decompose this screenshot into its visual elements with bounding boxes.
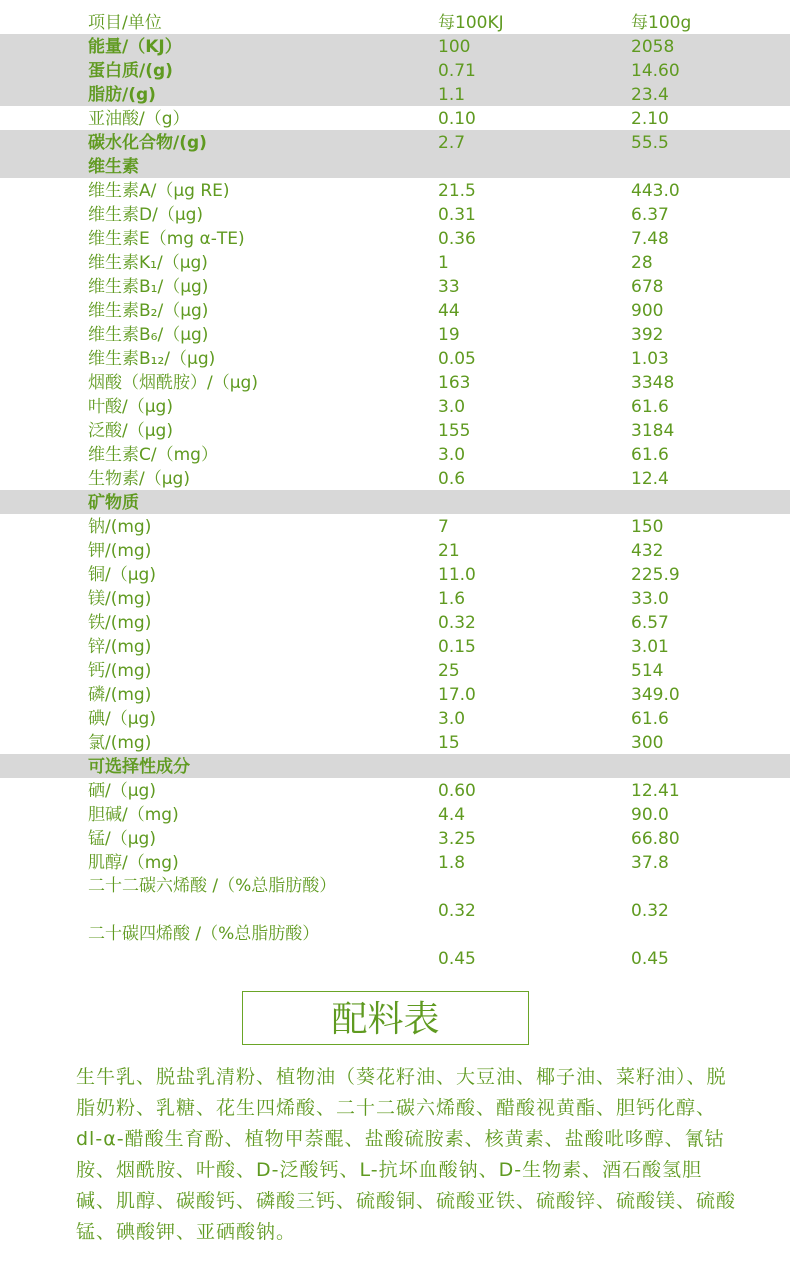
table-row [0,682,790,706]
row-name: 维生素D/（μg) [88,205,204,225]
row-per-kj: 0.10 [438,109,476,129]
row-name: 烟酸（烟酰胺）/（μg) [88,373,258,393]
row-per-g: 61.6 [631,445,669,465]
row-name: 矿物质 [88,493,139,513]
row-per-kj: 44 [438,301,460,321]
row-name: 泛酸/（μg) [88,421,173,441]
section-header-row [0,154,790,178]
row-per-kj: 25 [438,661,460,681]
row-per-g: 66.80 [631,829,680,849]
table-row [0,34,790,58]
row-per-g: 6.57 [631,613,669,633]
row-per-kj: 3.25 [438,829,476,849]
row-per-kj: 100 [438,37,471,57]
row-per-kj: 17.0 [438,685,476,705]
table-row [0,514,790,538]
row-name: 维生素B₁/（μg) [88,277,209,297]
row-name: 钠/(mg) [88,517,152,537]
table-row [0,226,790,250]
row-per-kj: 0.71 [438,61,476,81]
table-row [0,394,790,418]
row-name: 维生素B₆/（μg) [88,325,209,345]
table-row [0,442,790,466]
row-name: 氯/(mg) [88,733,152,753]
row-name: 磷/(mg) [88,685,152,705]
row-name: 铁/(mg) [88,613,152,633]
row-per-g: 0.32 [631,901,669,921]
row-name: 维生素A/（μg RE) [88,181,230,201]
row-per-kj: 0.45 [438,949,476,969]
row-name: 维生素B₁₂/（μg) [88,349,216,369]
table-row [0,706,790,730]
row-per-kj: 163 [438,373,471,393]
row-per-g: 61.6 [631,709,669,729]
table-row [0,322,790,346]
table-row [0,58,790,82]
row-name: 二十二碳六烯酸 /（%总脂肪酸） [88,876,337,896]
row-per-g: 12.41 [631,781,680,801]
row-per-g: 514 [631,661,664,681]
row-per-g: 7.48 [631,229,669,249]
row-name: 胆碱/（mg) [88,805,179,825]
row-per-g: 3348 [631,373,675,393]
row-name: 碘/（μg) [88,709,156,729]
row-per-kj: 1.1 [438,85,466,105]
row-per-g: 1.03 [631,349,669,369]
row-per-g: 61.6 [631,397,669,417]
row-per-kj: 3.0 [438,397,466,417]
table-row [0,274,790,298]
row-per-kj: 0.36 [438,229,476,249]
row-name: 维生素C/（mg） [88,445,218,465]
row-name: 锌/(mg) [88,637,152,657]
row-per-g: 3.01 [631,637,669,657]
row-per-kj: 2.7 [438,133,466,153]
row-name: 钾/(mg) [88,541,152,561]
table-row [0,346,790,370]
table-header [0,10,790,34]
row-per-kj: 7 [438,517,449,537]
header-per-kj: 每100KJ [438,13,504,33]
row-name: 镁/(mg) [88,589,152,609]
ingredients-text: 生牛乳、脱盐乳清粉、植物油（葵花籽油、大豆油、椰子油、菜籽油）、脱脂奶粉、乳糖、花生四烯酸、二十二碳六烯酸、醋酸视黄酯、胆钙化醇、dl-α-醋酸生育酚、植物甲萘醌、盐酸硫胺素、核黄素、盐酸吡哆醇、氰钴胺、烟酰胺、叶酸、D-泛酸钙、L-抗坏血酸钠、D-生物素、酒石酸氢胆碱、肌醇、碳酸钙、磷酸三钙、硫酸铜、硫酸亚铁、硫酸锌、硫酸镁、硫酸锰、碘酸钾、亚硒酸钠。 [76,1066,737,1243]
row-per-kj: 1.6 [438,589,466,609]
table-row [0,850,790,874]
row-per-g: 12.4 [631,469,669,489]
table-row [0,538,790,562]
row-per-g: 33.0 [631,589,669,609]
row-per-kj: 3.0 [438,709,466,729]
row-name: 脂肪/(g) [88,85,156,105]
row-per-g: 90.0 [631,805,669,825]
table-row [0,298,790,322]
row-per-g: 28 [631,253,653,273]
row-name: 二十碳四烯酸 /（%总脂肪酸） [88,924,320,944]
table-row [0,370,790,394]
row-per-g: 349.0 [631,685,680,705]
row-per-kj: 21.5 [438,181,476,201]
row-name: 亚油酸/（g） [88,109,190,129]
table-row [0,202,790,226]
row-per-g: 900 [631,301,664,321]
table-row [0,130,790,154]
row-per-g: 225.9 [631,565,680,585]
row-name: 钙/(mg) [88,661,152,681]
section-header-row [0,490,790,514]
row-name: 维生素B₂/（μg) [88,301,209,321]
row-per-g: 55.5 [631,133,669,153]
table-row [0,922,790,970]
table-row [0,562,790,586]
row-per-kj: 0.31 [438,205,476,225]
row-per-g: 678 [631,277,664,297]
row-name: 维生素E（mg α-TE) [88,229,245,249]
row-per-g: 2058 [631,37,675,57]
row-per-kj: 0.6 [438,469,466,489]
table-row [0,634,790,658]
row-per-g: 150 [631,517,664,537]
row-name: 蛋白质/(g) [88,61,173,81]
row-name: 肌醇/（mg) [88,853,179,873]
row-per-g: 23.4 [631,85,669,105]
row-per-kj: 1 [438,253,449,273]
header-item: 项目/单位 [88,13,162,33]
row-per-kj: 0.15 [438,637,476,657]
row-per-kj: 15 [438,733,460,753]
row-per-kj: 0.32 [438,901,476,921]
ingredients-title: 配料表 [242,991,529,1045]
table-row [0,178,790,202]
table-row [0,658,790,682]
table-row [0,778,790,802]
row-per-g: 392 [631,325,664,345]
table-row [0,586,790,610]
table-row [0,466,790,490]
row-per-g: 6.37 [631,205,669,225]
row-per-g: 0.45 [631,949,669,969]
nutrition-table [0,10,790,970]
row-name: 铜/（μg) [88,565,156,585]
row-per-kj: 21 [438,541,460,561]
row-per-kj: 19 [438,325,460,345]
row-name: 碳水化合物/(g) [88,133,207,153]
section-header-row [0,754,790,778]
row-per-kj: 155 [438,421,471,441]
row-per-kj: 0.60 [438,781,476,801]
row-name: 硒/（μg) [88,781,156,801]
row-name: 可选择性成分 [88,757,190,777]
table-row [0,802,790,826]
row-per-kj: 3.0 [438,445,466,465]
table-row [0,106,790,130]
table-row [0,82,790,106]
header-per-g: 每100g [631,13,692,33]
row-name: 能量/（KJ） [88,37,182,57]
table-row [0,250,790,274]
row-per-kj: 33 [438,277,460,297]
table-row [0,826,790,850]
row-per-kj: 0.05 [438,349,476,369]
row-per-g: 2.10 [631,109,669,129]
row-per-kj: 11.0 [438,565,476,585]
row-name: 生物素/（μg) [88,469,190,489]
table-body [0,34,790,970]
table-row [0,418,790,442]
table-row [0,730,790,754]
row-name: 叶酸/（μg) [88,397,173,417]
table-row [0,610,790,634]
row-per-g: 300 [631,733,664,753]
row-per-g: 37.8 [631,853,669,873]
table-row [0,874,790,922]
row-name: 维生素K₁/（μg) [88,253,208,273]
row-per-g: 3184 [631,421,675,441]
row-per-kj: 4.4 [438,805,466,825]
row-name: 锰/（μg) [88,829,156,849]
row-per-kj: 1.8 [438,853,466,873]
row-per-g: 443.0 [631,181,680,201]
row-per-g: 14.60 [631,61,680,81]
row-per-g: 432 [631,541,664,561]
row-name: 维生素 [88,157,139,177]
row-per-kj: 0.32 [438,613,476,633]
